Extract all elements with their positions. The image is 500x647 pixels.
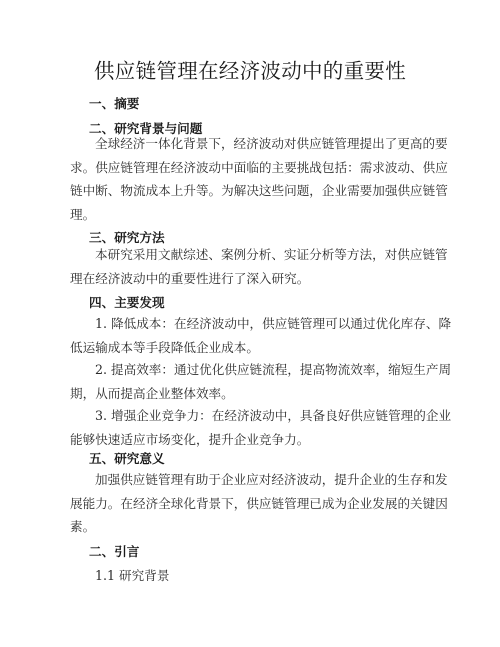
paragraph-line: 展能力。在经济全球化背景下，供应链管理已成为企业发展的关键因 (70, 495, 448, 511)
section-heading-method: 三、研究方法 (89, 230, 165, 245)
paragraph-line: 全球经济一体化背景下，经济波动对供应链管理提出了更高的要 (95, 136, 448, 151)
document-title: 供应链管理在经济波动中的重要性 (94, 59, 406, 83)
paragraph-line: 能够快速适应市场变化，提升企业竞争力。 (70, 431, 310, 447)
section-heading-significance: 五、研究意义 (89, 451, 165, 466)
paragraph-line: 期，从而提高企业整体效率。 (70, 385, 234, 401)
finding-item-2 (70, 358, 452, 405)
paragraph-line: 加强供应链管理有助于企业应对经济波动，提升企业的生存和发 (95, 472, 448, 487)
section-heading-intro: 二、引言 (89, 544, 140, 559)
paragraph-line: 1. 降低成本：在经济波动中，供应链管理可以通过优化库存、降 (95, 316, 452, 331)
section-heading-abstract: 一、摘要 (89, 96, 140, 111)
paragraph-line: 求。供应链管理在经济波动中面临的主要挑战包括：需求波动、供应 (70, 159, 448, 175)
paragraph-line: 理在经济波动中的重要性进行了深入研究。 (70, 270, 310, 286)
paragraph-line: 素。 (70, 519, 96, 535)
finding-item-1 (70, 312, 452, 359)
paragraph-line: 2. 提高效率：通过优化供应链流程，提高物流效率，缩短生产周 (95, 362, 452, 377)
paragraph-significance (70, 468, 448, 539)
finding-item-3 (70, 404, 452, 451)
section-heading-background: 二、研究背景与问题 (89, 121, 203, 136)
paragraph-line: 理。 (70, 207, 96, 223)
paragraph-background (70, 132, 448, 227)
paragraph-line: 低运输成本等手段降低企业成本。 (70, 339, 259, 355)
paragraph-method (70, 243, 448, 290)
subsection-heading-research-background: 1.1 研究背景 (95, 568, 170, 583)
paragraph-line: 本研究采用文献综述、案例分析、实证分析等方法，对供应链管 (95, 247, 448, 262)
section-heading-findings: 四、主要发现 (89, 295, 165, 310)
paragraph-line: 链中断、物流成本上升等。为解决这些问题，企业需要加强供应链管 (70, 183, 448, 199)
paragraph-line: 3. 增强企业竞争力：在经济波动中，具备良好供应链管理的企业 (95, 408, 452, 423)
